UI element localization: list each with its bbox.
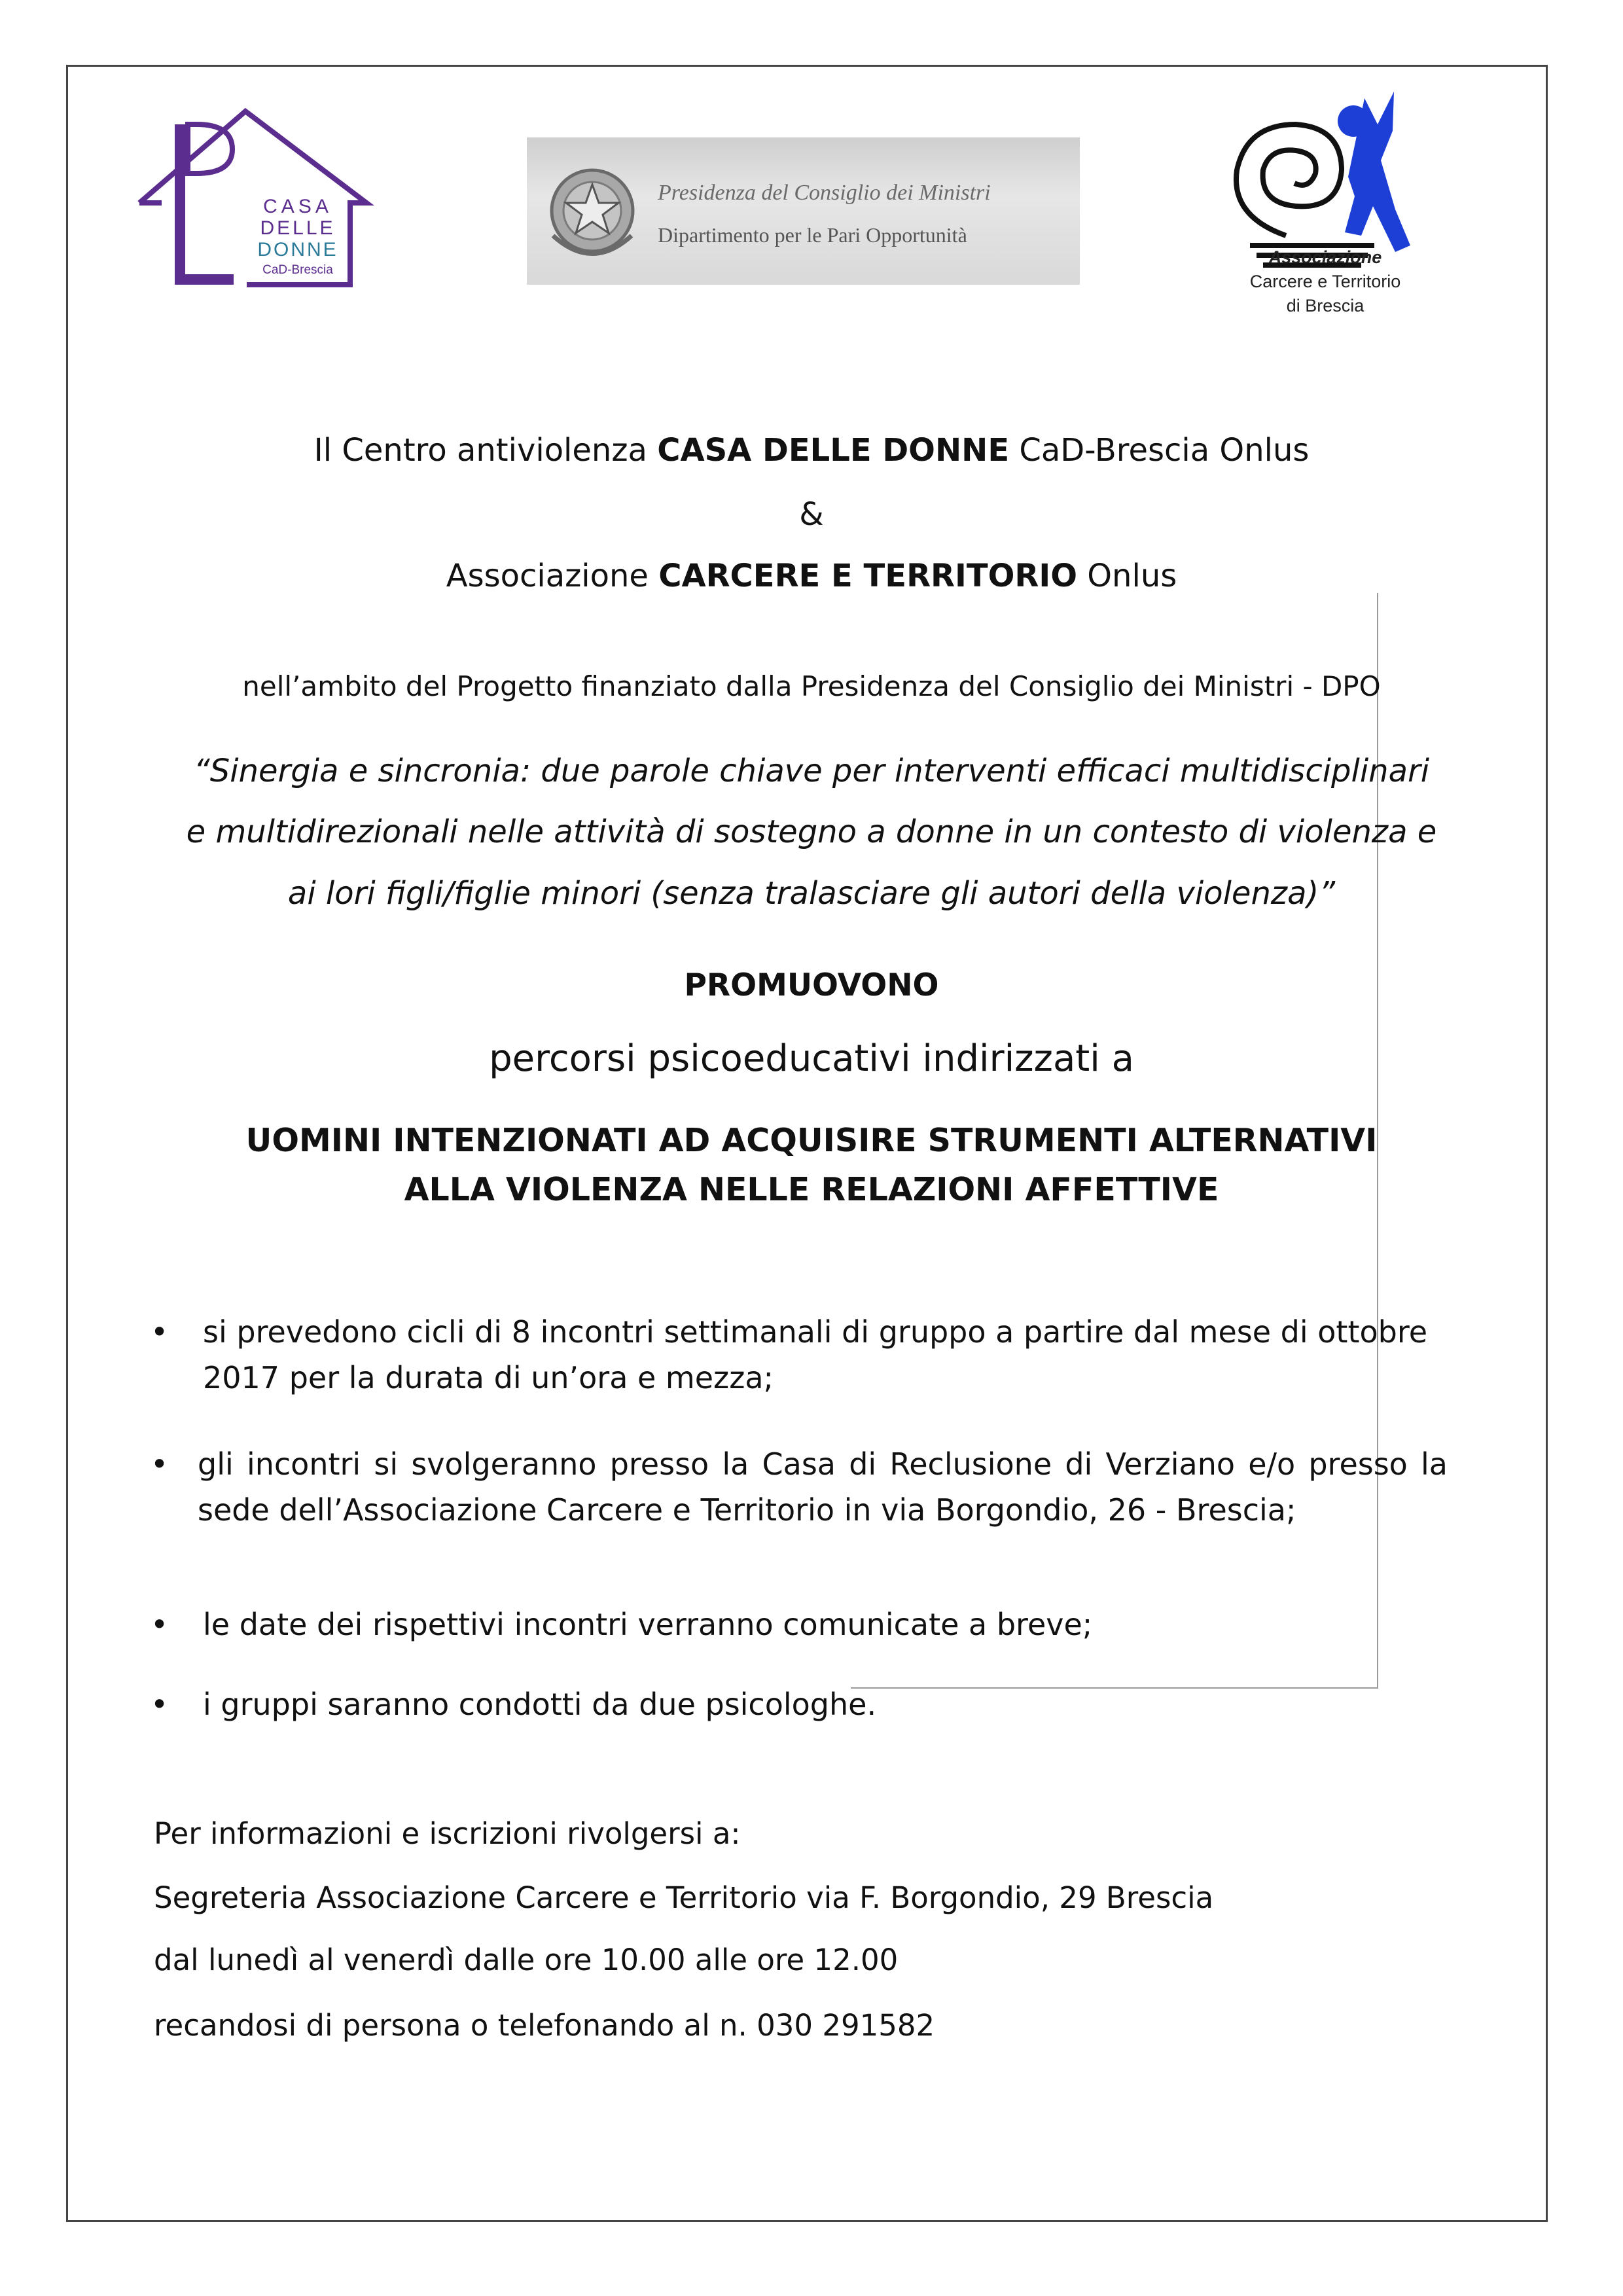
bullet-icon: • xyxy=(151,1314,169,1350)
cad-logo-text-cad-brescia: CaD-Brescia xyxy=(262,263,333,277)
list-item xyxy=(151,1441,1459,1533)
promo-target-line-1: UOMINI INTENZIONATI AD ACQUISIRE STRUMENTI ALTERNATIVI xyxy=(245,1122,1378,1159)
bullet-text: i gruppi saranno condotti da due psicologhe. xyxy=(203,1687,877,1722)
list-item xyxy=(151,1602,1459,1647)
header-line-carcere-territorio xyxy=(0,558,1623,594)
contact-address: Segreteria Associazione Carcere e Territorio via F. Borgondio, 29 Brescia xyxy=(154,1880,1214,1915)
dpo-emblem xyxy=(527,137,1080,285)
bullet-text: si prevedono cicli di 8 incontri settimanali di gruppo a partire dal mese di ottobre 2017 per la durata di un’ora e mezza; xyxy=(203,1314,1428,1395)
contact-phone: recandosi di persona o telefonando al n. 030 291582 xyxy=(154,2008,935,2043)
ct-logo-text-associazione: Associazione xyxy=(1268,247,1382,267)
bullet-icon: • xyxy=(151,1446,169,1482)
project-title-line-3: ai lori figli/figlie minori (senza tralasciare gli autori della violenza)” xyxy=(287,875,1336,912)
header-text: Associazione xyxy=(446,558,659,594)
bullet-icon: • xyxy=(151,1687,169,1722)
list-item xyxy=(151,1681,1459,1727)
header-ampersand: & xyxy=(799,496,824,533)
ct-logo-text-carcere-territorio: Carcere e Territorio xyxy=(1249,272,1401,291)
project-title-line-1: “Sinergia e sincronia: due parole chiave per interventi efficaci multidisciplinari xyxy=(193,753,1430,789)
bullet-text: gli incontri si svolgeranno presso la Casa di Reclusione di Verziano e/o presso la sede dell’Associazione Carcere e Territorio in via Borgondio, 26 - Brescia; xyxy=(198,1446,1448,1528)
header-line-casa-delle-donne xyxy=(0,432,1623,469)
bullet-icon: • xyxy=(151,1607,169,1642)
promo-target-line-2: ALLA VIOLENZA NELLE RELAZIONI AFFETTIVE xyxy=(404,1171,1219,1208)
header-org-name: CARCERE E TERRITORIO xyxy=(658,558,1078,594)
header-text: Onlus xyxy=(1077,558,1177,594)
header-text: CaD-Brescia Onlus xyxy=(1009,432,1310,469)
contact-hours: dal lunedì al venerdì dalle ore 10.00 alle ore 12.00 xyxy=(154,1943,899,1977)
cad-logo-text-donne: DONNE xyxy=(257,239,338,260)
casa-delle-donne-logo xyxy=(134,105,383,291)
bullet-text: le date dei rispettivi incontri verranno comunicate a breve; xyxy=(203,1607,1093,1642)
carcere-territorio-logo-text xyxy=(1221,245,1430,318)
cad-logo-text-delle: DELLE xyxy=(260,217,336,239)
dpo-logo xyxy=(527,137,1080,285)
project-title-line-2: e multidirezionali nelle attività di sostegno a donne in un contesto di violenza e xyxy=(186,814,1437,850)
dpo-logo-text-dipartimento: Dipartimento per le Pari Opportunità xyxy=(658,223,967,247)
list-item xyxy=(151,1309,1459,1401)
contact-intro: Per informazioni e iscrizioni rivolgersi a: xyxy=(154,1816,741,1851)
header-text: Il Centro antiviolenza xyxy=(313,432,658,469)
project-intro: nell’ambito del Progetto finanziato dalla Presidenza del Consiglio dei Ministri - DPO xyxy=(242,670,1381,702)
promo-heading: PROMUOVONO xyxy=(684,967,939,1003)
header-org-name: CASA DELLE DONNE xyxy=(657,432,1010,469)
promo-subtitle: percorsi psicoeducativi indirizzati a xyxy=(489,1037,1134,1080)
dpo-logo-text-presidenza: Presidenza del Consiglio dei Ministri xyxy=(658,181,991,205)
cad-logo-text-casa: CASA xyxy=(263,196,332,217)
ct-logo-text-brescia: di Brescia xyxy=(1286,296,1364,315)
